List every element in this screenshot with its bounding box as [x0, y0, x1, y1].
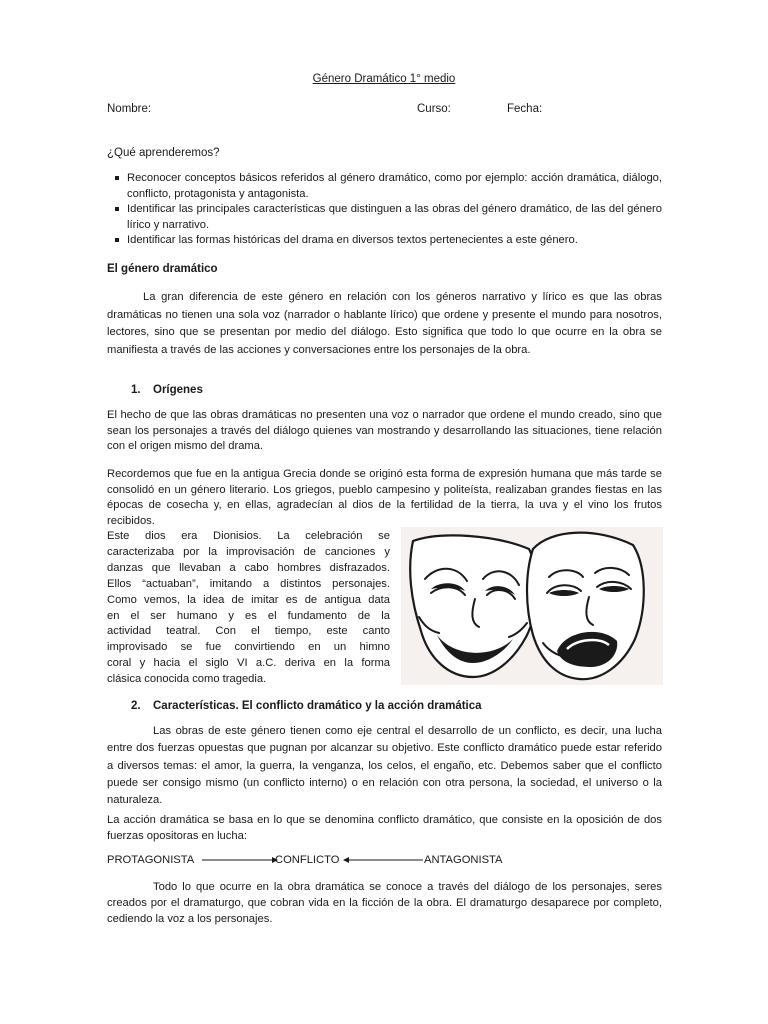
learn-heading: ¿Qué aprenderemos? [107, 147, 220, 159]
conflict-diagram [107, 850, 662, 872]
section-heading-characteristics [131, 699, 482, 715]
protagonist-label: PROTAGONISTA [107, 854, 195, 866]
text-line: danzas que llevaban a cabo hombres disfrazados. [107, 561, 390, 574]
arrow-left-icon [343, 855, 423, 865]
document-title: Género Dramático 1° medio [312, 73, 456, 85]
text-line: Este dios era Dionisios. La celebración se [107, 530, 390, 542]
nombre-label: Nombre: [107, 103, 152, 115]
section-number: 2. [131, 700, 141, 712]
theater-masks-icon [401, 527, 663, 685]
list-item: Identificar las formas históricas del drama en diversos textos pertenecientes a este género. [111, 233, 662, 249]
arrow-right-icon [202, 855, 278, 865]
text-line: improvisado se fue convirtiendo en un himno [107, 641, 390, 654]
section-heading-origins [131, 383, 203, 399]
curso-label: Curso: [417, 103, 451, 115]
text-line: caracterizaba por la improvisación de canciones y [107, 545, 390, 558]
text-line: en el ser humano y es el fundamento de la [107, 609, 390, 622]
learn-bullet-list [111, 171, 662, 249]
characteristics-paragraph-2: La acción dramática se basa en lo que se denomina conflicto dramático, que consiste en la oposición de dos fuerzas opositoras en lucha: [107, 814, 662, 842]
conflict-label: CONFLICTO [275, 854, 340, 866]
origins-paragraph-1: El hecho de que las obras dramáticas no presenten una voz o narrador que ordene el mundo creado, sino que sean los personajes a través del diálogo quienes van mostrando y desarrollando las situaciones, tiene relación con el origen mismo del drama. [107, 409, 662, 453]
list-item: Reconocer conceptos básicos referidos al género dramático, como por ejemplo: acción dramática, diálogo, conflicto, protagonista y antagonista. [111, 171, 662, 202]
text-line: Ellos “actuaban”, imitando a distintos personajes. [107, 577, 390, 590]
genre-paragraph: La gran diferencia de este género en relación con los géneros narrativo y lírico es que las obras dramáticas no tienen una sola voz (narrador o hablante lírico) que ordene y presente el mundo para nosotros, lectores, sino que se presentan por medio del diálogo. Esto significa que todo lo que ocurre en la obra se manifiesta a través de las acciones y conversaciones entre los personajes de la obra. [107, 291, 662, 356]
theater-masks-illustration [401, 527, 663, 685]
text-line: Como vemos, la idea de imitar es de antigua data [107, 593, 390, 606]
fecha-label: Fecha: [507, 103, 543, 115]
characteristics-paragraph-3: Todo lo que ocurre en la obra dramática se conoce a través del diálogo de los personajes, seres creados por el dramaturgo, que cobran vida en la ficción de la obra. El dramaturgo desaparece por completo, cediendo la voz a los personajes. [107, 881, 662, 925]
text-line: coral y hacia el siglo VI a.C. deriva en la forma [107, 657, 390, 670]
list-item: Identificar las principales características que distinguen a las obras del género dramático, de las del género lírico y narrativo. [111, 202, 662, 233]
origins-wrapped-text [107, 529, 390, 688]
text-line: clásica conocida como tragedia. [107, 673, 267, 686]
characteristics-paragraph-1: Las obras de este género tienen como eje central el desarrollo de un conflicto, es decir, una lucha entre dos fuerzas opuestas que pugnan por alcanzar su objetivo. Este conflicto dramático puede estar referido a diversos temas: el amor, la guerra, la venganza, los celos, el engaño, etc. Debemos saber que el conflicto puede ser consigo mismo (un conflicto interno) o en relación con otra persona, la sociedad, el universo o la naturaleza. [107, 725, 662, 807]
section-number: 1. [131, 384, 141, 396]
section-heading-genre: El género dramático [107, 263, 218, 275]
origins-paragraph-2: Recordemos que fue en la antigua Grecia donde se originó esta forma de expresión humana que más tarde se consolidó en un género literario. Los griegos, pueblo campesino y politeísta, realizaban grandes fiestas en las épocas de cosecha y, en ellas, agradecían al dios de la fertilidad de la tierra, la uva y el vino los frutos recibidos. [107, 468, 662, 527]
antagonist-label: ANTAGONISTA [424, 854, 503, 866]
section-title: Características. El conflicto dramático y la acción dramática [153, 700, 482, 712]
section-title: Orígenes [153, 384, 203, 396]
text-line: actividad teatral. Con el tiempo, este canto [107, 625, 390, 638]
